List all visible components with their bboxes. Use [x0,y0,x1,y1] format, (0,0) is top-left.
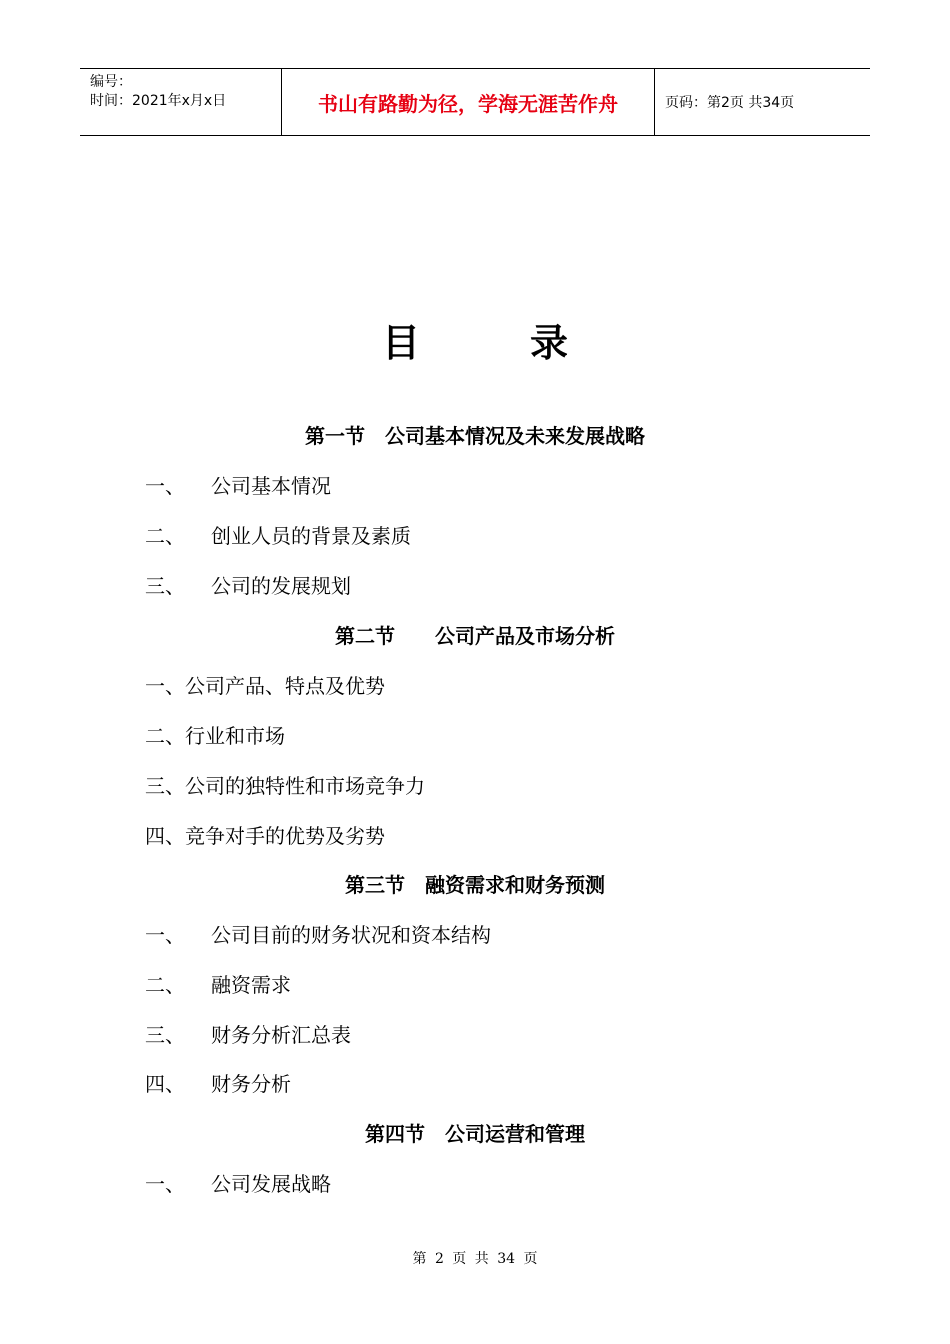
toc-item [145,720,285,749]
toc-item-number: 四、 [145,1072,185,1096]
toc-section-heading: 第二节 公司产品及市场分析 [335,624,615,648]
toc-item-text: 财务分析汇总表 [211,1023,351,1047]
toc-item [145,1019,351,1048]
toc-item-text: 融资需求 [211,973,291,997]
toc-item-number: 一、 [145,474,185,498]
toc-item-number: 一、 [145,923,185,947]
toc-item [145,520,411,549]
toc-item-text: 公司产品、特点及优势 [185,674,385,698]
toc-item [145,1168,331,1197]
toc-item-text: 公司基本情况 [211,474,331,498]
toc-section-heading: 第四节 公司运营和管理 [365,1122,585,1146]
toc-item [145,770,425,799]
toc-item [145,969,291,998]
toc-item-number: 二、 [145,973,185,997]
toc-item [145,670,385,699]
toc-item-number: 二、 [145,724,185,748]
toc-item-number: 三、 [145,774,185,798]
toc-item-number: 三、 [145,1023,185,1047]
header-page-number: 页码：第2页 共34页 [665,95,795,111]
toc-item-number: 一、 [145,1172,185,1196]
toc-item-text: 财务分析 [211,1072,291,1096]
toc-item-number: 一、 [145,674,185,698]
toc-item [145,820,385,849]
toc-item-text: 公司的独特性和市场竞争力 [185,774,425,798]
toc-item-number: 三、 [145,574,185,598]
title-char-2: 录 [530,320,569,365]
page-title [0,312,950,367]
header-motto: 书山有路勤为径，学海无涯苦作舟 [282,69,655,135]
toc-item-number: 四、 [145,824,185,848]
toc-item-text: 公司发展战略 [211,1172,331,1196]
page-footer: 第 2 页 共 34 页 [412,1251,538,1267]
toc-item-number: 二、 [145,524,185,548]
page-header [80,68,870,136]
toc-item [145,470,331,499]
toc-item [145,570,351,599]
title-char-1: 目 [381,320,420,365]
toc-item-text: 公司的发展规划 [211,574,351,598]
toc-item-text: 竞争对手的优势及劣势 [185,824,385,848]
toc-item-text: 行业和市场 [185,724,285,748]
header-info-cell [80,69,282,135]
toc-item-text: 创业人员的背景及素质 [211,524,411,548]
toc-section-heading: 第三节 融资需求和财务预测 [345,873,605,897]
toc-item-text: 公司目前的财务状况和资本结构 [211,923,491,947]
toc-section-heading: 第一节 公司基本情况及未来发展战略 [305,424,645,448]
document-code-label: 编号： [90,74,132,90]
toc-item [145,919,491,948]
toc-item [145,1068,291,1097]
document-date-label: 时间：2021年x月x日 [90,93,227,109]
